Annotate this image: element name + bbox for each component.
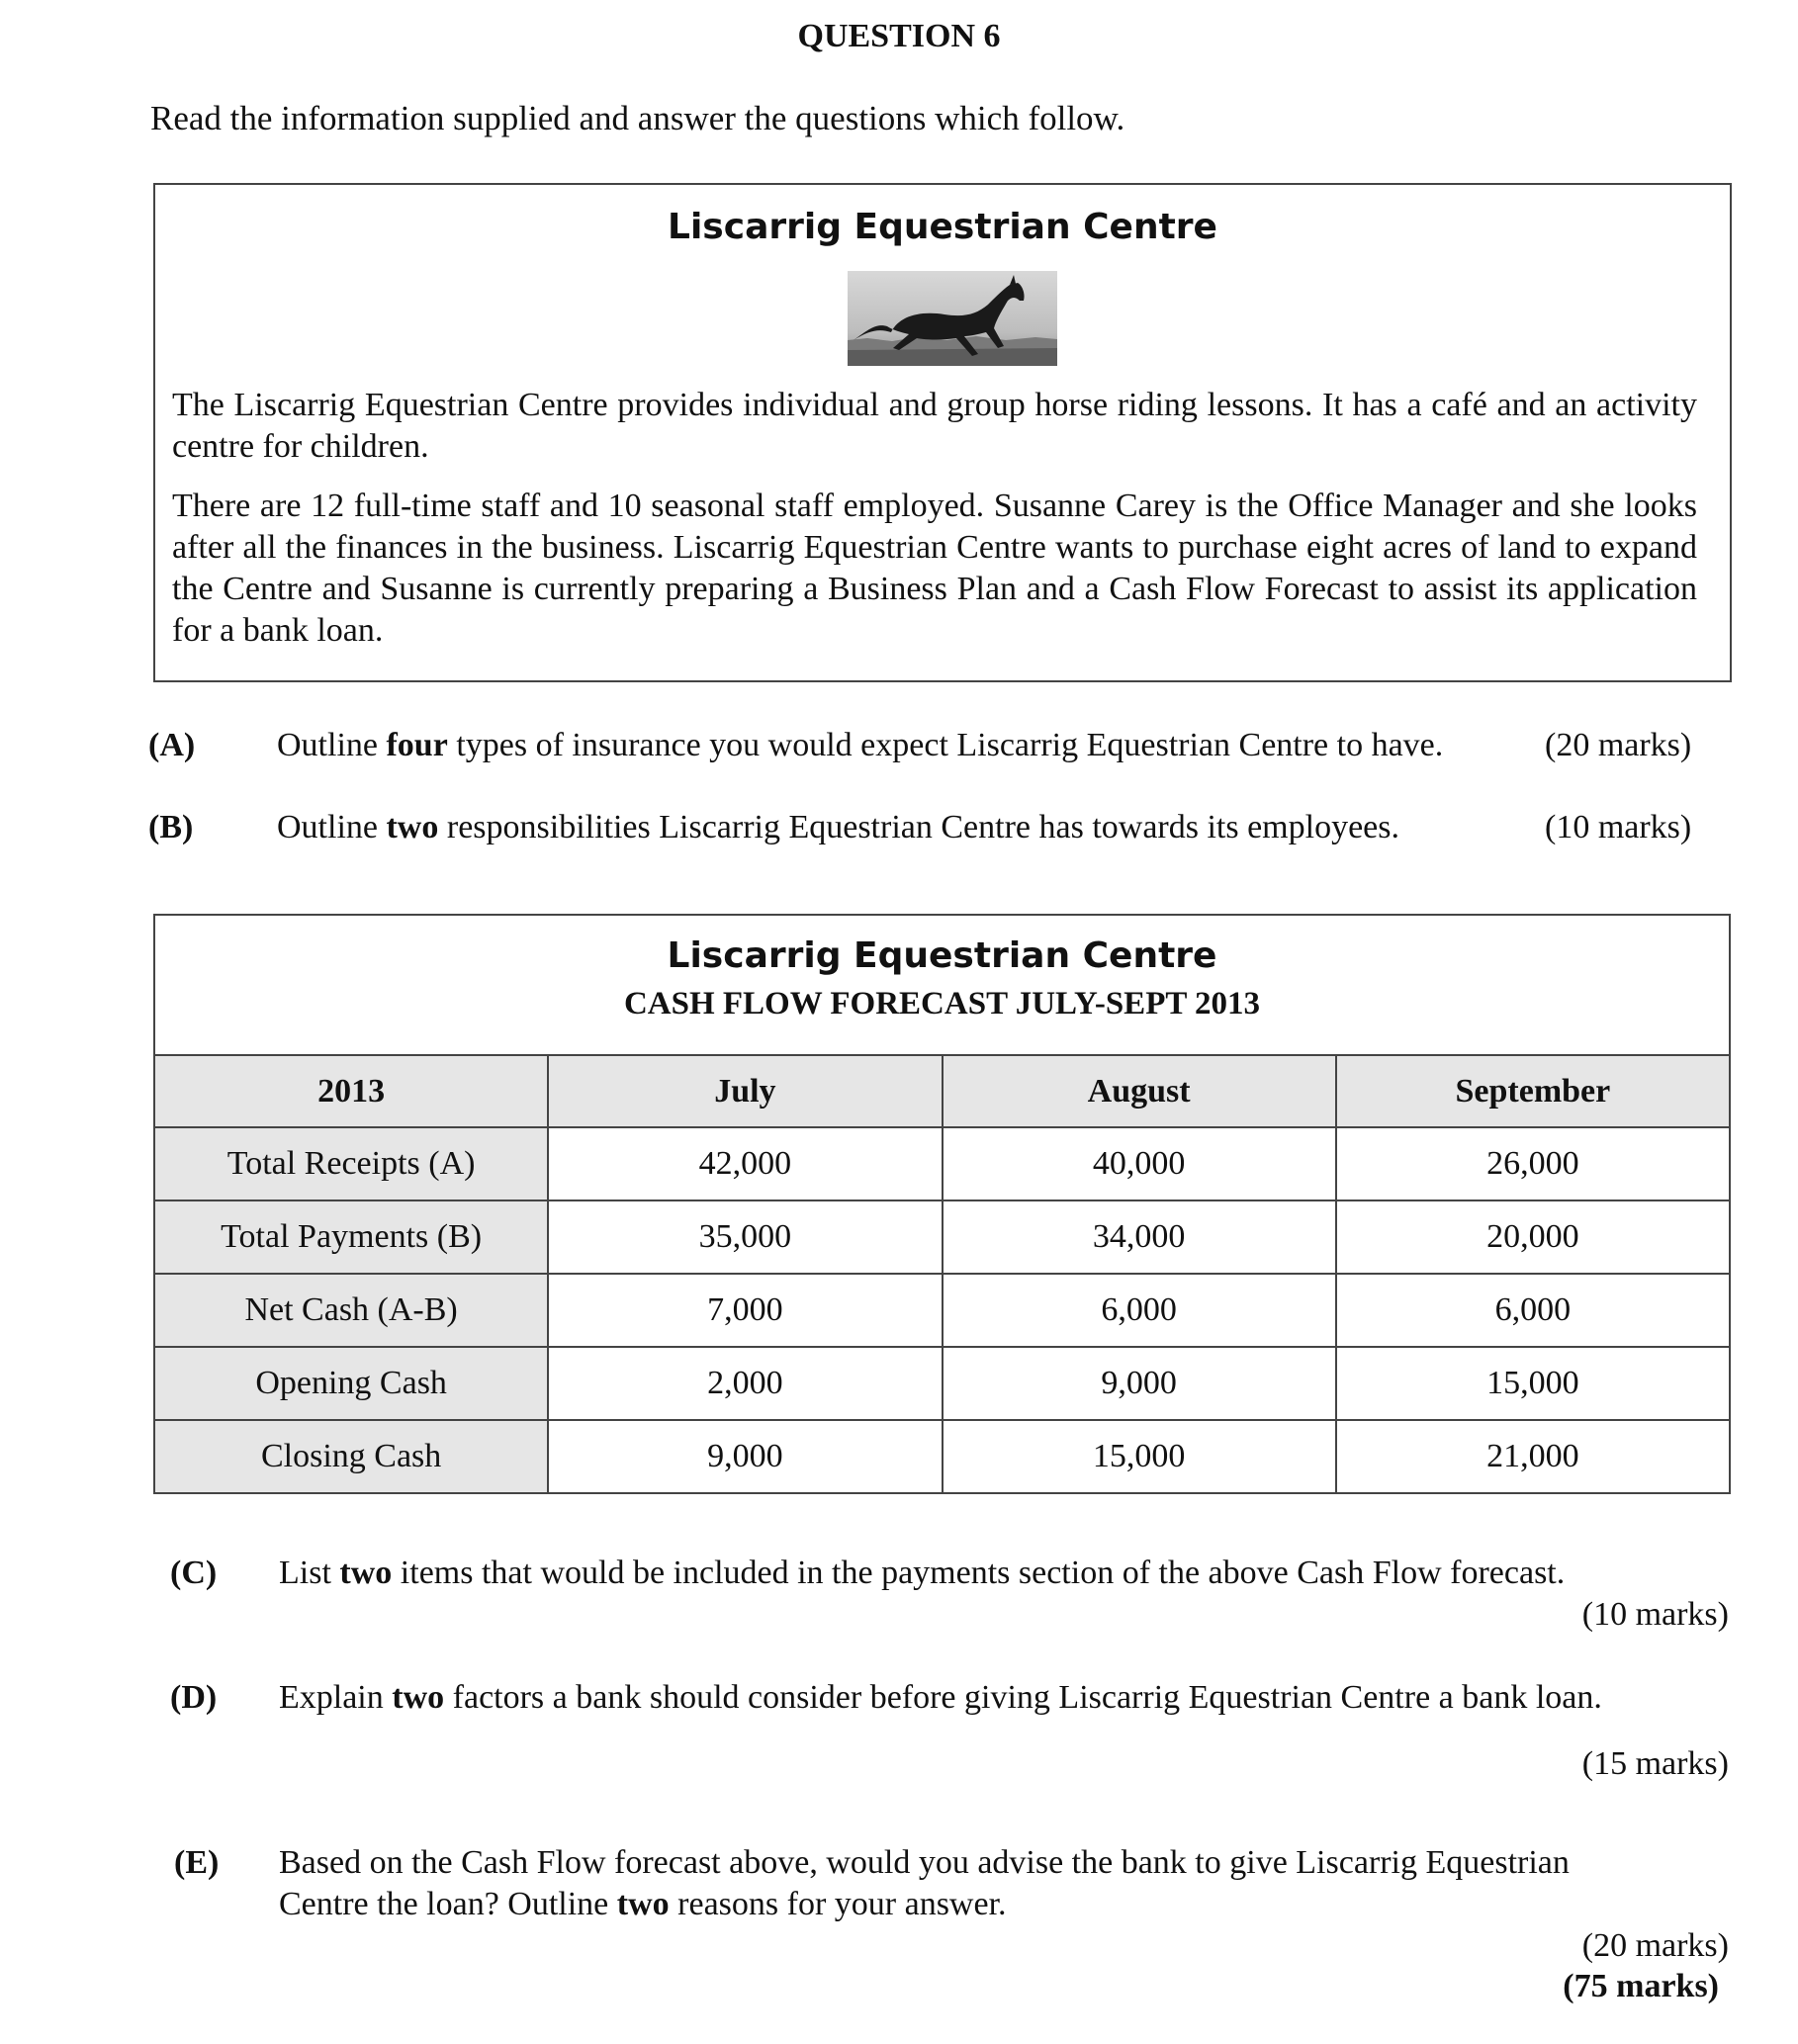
row-label: Closing Cash xyxy=(154,1420,548,1493)
cash-flow-column-headers xyxy=(154,1055,1730,1127)
cash-flow-title: Liscarrig Equestrian Centre xyxy=(667,935,1217,976)
row-label: Net Cash (A-B) xyxy=(154,1274,548,1347)
question-b-marks: (10 marks) xyxy=(1545,809,1692,845)
question-e-letter: (E) xyxy=(174,1844,220,1881)
info-box xyxy=(153,183,1732,682)
cash-flow-subtitle: CASH FLOW FORECAST JULY-SEPT 2013 xyxy=(623,986,1261,1022)
row-label: Total Payments (B) xyxy=(154,1200,548,1274)
question-d-marks: (15 marks) xyxy=(1581,1745,1729,1782)
table-row xyxy=(154,1347,1730,1420)
question-d-letter: (D) xyxy=(170,1679,218,1716)
table-cell: 21,000 xyxy=(1336,1420,1730,1493)
table-cell: 20,000 xyxy=(1336,1200,1730,1274)
column-header: August xyxy=(943,1055,1336,1127)
table-cell: 9,000 xyxy=(548,1420,942,1493)
question-c-letter: (C) xyxy=(170,1555,218,1591)
question-a-text: Outline four types of insurance you would expect Liscarrig Equestrian Centre to have. xyxy=(277,727,1444,763)
info-paragraph-2: There are 12 full-time staff and 10 seasonal staff employed. Susanne Carey is the Office Manager and she looks after all the finances in the business. Liscarrig Equestrian Centre wants to purchase eight acres of land to expand the Centre and Susanne is currently preparing a Business Plan and a Cash Flow Forecast to assist its application for a bank loan. xyxy=(172,488,1697,649)
table-row xyxy=(154,1420,1730,1493)
table-cell: 35,000 xyxy=(548,1200,942,1274)
question-e-marks: (20 marks) xyxy=(1581,1927,1729,1964)
table-cell: 2,000 xyxy=(548,1347,942,1420)
row-label: Opening Cash xyxy=(154,1347,548,1420)
row-label: Total Receipts (A) xyxy=(154,1127,548,1200)
table-row xyxy=(154,1274,1730,1347)
question-c-marks: (10 marks) xyxy=(1581,1596,1729,1633)
table-cell: 26,000 xyxy=(1336,1127,1730,1200)
question-a-marks: (20 marks) xyxy=(1545,727,1692,763)
intro-text: Read the information supplied and answer the questions which follow. xyxy=(150,99,1125,137)
total-marks: (75 marks) xyxy=(1563,1968,1719,2004)
question-e-line-2: Centre the loan? Outline two reasons for your answer. xyxy=(279,1886,1007,1922)
table-cell: 6,000 xyxy=(943,1274,1336,1347)
table-cell: 9,000 xyxy=(943,1347,1336,1420)
table-cell: 7,000 xyxy=(548,1274,942,1347)
question-a-letter: (A) xyxy=(148,727,196,763)
question-b-letter: (B) xyxy=(148,809,194,845)
column-header: July xyxy=(548,1055,942,1127)
question-title: QUESTION 6 xyxy=(797,18,1001,54)
table-row xyxy=(154,1127,1730,1200)
info-paragraph-1: The Liscarrig Equestrian Centre provides individual and group horse riding lessons. It has a café and an activity centre for children. xyxy=(172,387,1697,465)
table-cell: 15,000 xyxy=(1336,1347,1730,1420)
cash-flow-table xyxy=(153,914,1731,1494)
column-header: September xyxy=(1336,1055,1730,1127)
table-cell: 40,000 xyxy=(943,1127,1336,1200)
table-cell: 42,000 xyxy=(548,1127,942,1200)
question-d-text: Explain two factors a bank should consider before giving Liscarrig Equestrian Centre a bank loan. xyxy=(279,1679,1602,1716)
cash-flow-header xyxy=(154,915,1730,1055)
horse-photo-icon xyxy=(848,271,1057,366)
table-cell: 34,000 xyxy=(943,1200,1336,1274)
info-box-title: Liscarrig Equestrian Centre xyxy=(668,207,1217,247)
question-e-line-1: Based on the Cash Flow forecast above, would you advise the bank to give Liscarrig Equestrian xyxy=(279,1844,1570,1881)
question-b-text: Outline two responsibilities Liscarrig Equestrian Centre has towards its employees. xyxy=(277,809,1399,845)
table-cell: 15,000 xyxy=(943,1420,1336,1493)
question-c-text: List two items that would be included in the payments section of the above Cash Flow forecast. xyxy=(279,1555,1566,1591)
table-row xyxy=(154,1200,1730,1274)
table-cell: 6,000 xyxy=(1336,1274,1730,1347)
column-header: 2013 xyxy=(154,1055,548,1127)
